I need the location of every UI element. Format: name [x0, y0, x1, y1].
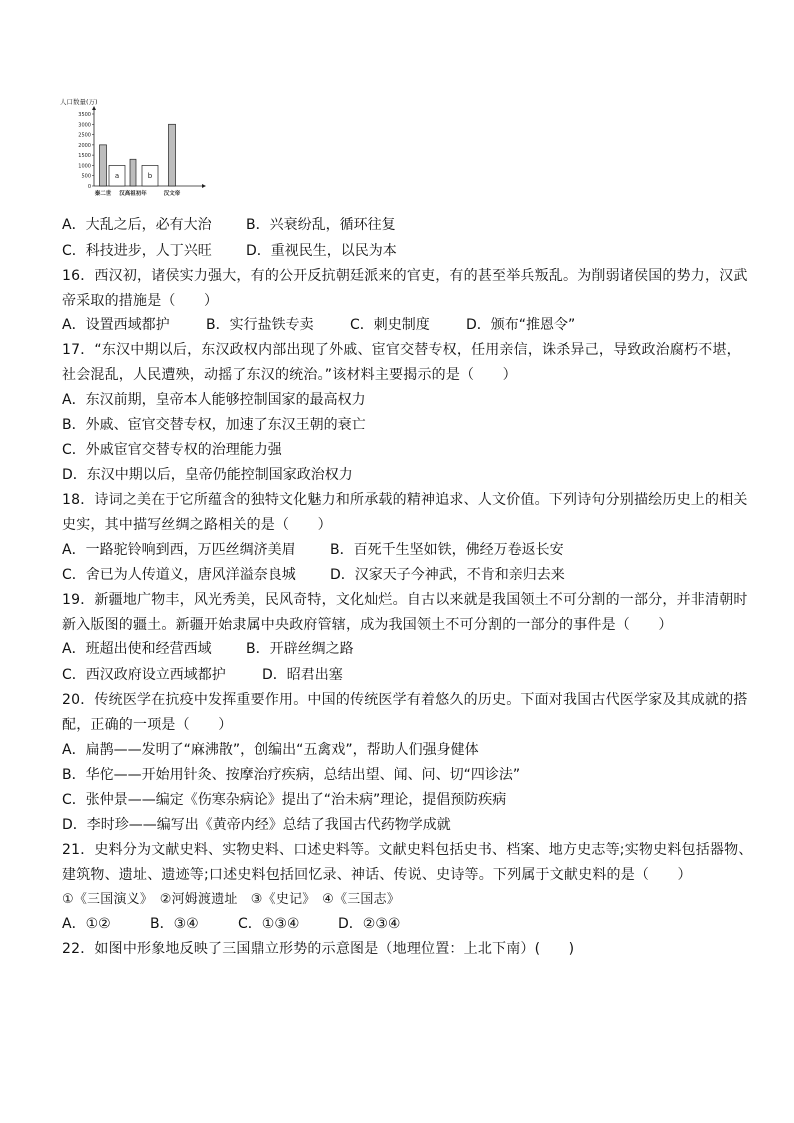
q19-stem-line1: 19．新疆地广物丰，风光秀美，民风奇特，文化灿烂。自古以来就是我国领土不可分割的一部分，并非清朝时 [62, 592, 748, 608]
chart-category-label: 汉文帝 [163, 191, 181, 197]
q17-stem-line1: 17．“东汉中期以后，东汉政权内部出现了外戚、宦官交替专权，任用亲信，诛杀异己，导致政治腐朽不堪， [62, 342, 741, 358]
q17-option-b[interactable]: B．外戚、宦官交替专权，加速了东汉王朝的衰亡 [62, 417, 366, 433]
q21-option-c[interactable]: C．①③④ [238, 916, 300, 932]
q16-stem-line2: 帝采取的措施是（ ） [62, 293, 219, 309]
chart-ytick-label: 3500 [78, 112, 91, 118]
chart-bar [130, 159, 136, 186]
q21-stem-line2: 建筑物、遗址、遗迹等;口述史料包括回忆录、神话、传说、史诗等。下列属于文献史料的是（ ） [62, 867, 692, 883]
q20-stem-line2: 配，正确的一项是（ ） [62, 717, 233, 733]
chart-ytick-label: 1000 [78, 163, 91, 170]
chart-ytick-label: 2500 [78, 132, 91, 139]
chart-ylabel: 人口数量(万) [60, 98, 98, 106]
population-chart [58, 96, 208, 206]
chart-ytick-label: 1500 [78, 153, 91, 160]
q21-option-d[interactable]: D．②③④ [338, 916, 401, 932]
chart-bar-label: a [114, 172, 120, 181]
q19-option-a[interactable]: A．班超出使和经营西域 [62, 641, 212, 657]
q18-option-d[interactable]: D．汉家天子今神武，不肯和亲归去来 [330, 567, 565, 583]
q20-option-a[interactable]: A．扁鹊——发明了“麻沸散”，创编出“五禽戏”，帮助人们强身健体 [62, 742, 479, 758]
q16-option-a[interactable]: A．设置西域都护 [62, 317, 170, 333]
chart-y-arrow [92, 106, 96, 110]
chart-svg [58, 96, 208, 206]
q17-stem-line2: 社会混乱，人民遭殃，动摇了东汉的统治。”该材料主要揭示的是（ ） [62, 367, 517, 383]
chart-ytick-label: 0 [87, 184, 91, 190]
q21-option-a[interactable]: A．①② [62, 916, 111, 932]
chart-ytick-label: 500 [81, 173, 91, 180]
q21-stem-line1: 21．史料分为文献史料、实物史料、口述史料等。文献史料包括史书、档案、地方史志等;实物史料包括器物、 [62, 842, 753, 858]
q17-option-c[interactable]: C．外戚宦官交替专权的治理能力强 [62, 442, 282, 458]
q18-option-c[interactable]: C．舍已为人传道义，唐风洋溢奈良城 [62, 567, 296, 583]
q19-option-c[interactable]: C．西汉政府设立西域都护 [62, 667, 226, 683]
q16-option-b[interactable]: B．实行盐铁专卖 [206, 317, 314, 333]
q21-items: ①《三国演义》 ②河姆渡遗址 ③《史记》 ④《三国志》 [62, 892, 401, 907]
chart-bar [169, 124, 176, 186]
chart-ytick-label: 2000 [78, 142, 91, 149]
q16-option-d[interactable]: D．颁布“推恩令” [466, 317, 576, 333]
chart-x-arrow [202, 184, 206, 188]
chart-category-label: 汉高祖初年 [119, 191, 147, 197]
q17-option-a[interactable]: A．东汉前期，皇帝本人能够控制国家的最高权力 [62, 392, 366, 408]
q20-option-c[interactable]: C．张仲景——编定《伤寒杂病论》提出了“治未病”理论，提倡预防疾病 [62, 792, 507, 808]
chart-bar-label: b [147, 172, 153, 181]
q16-stem-line1: 16．西汉初，诸侯实力强大，有的公开反抗朝廷派来的官吏，有的甚至举兵叛乱。为削弱诸侯国的势力，汉武 [62, 268, 748, 284]
q22-stem-line1: 22．如图中形象地反映了三国鼎立形势的示意图是（地理位置：上北下南）( ) [62, 941, 575, 957]
q20-stem-line1: 20．传统医学在抗疫中发挥重要作用。中国的传统医学有着悠久的历史。下面对我国古代医学家及其成就的搭 [62, 692, 748, 708]
q21-option-b[interactable]: B．③④ [150, 916, 199, 932]
q15-option-d[interactable]: D．重视民生，以民为本 [246, 243, 397, 259]
q16-option-c[interactable]: C．刺史制度 [350, 317, 430, 333]
chart-bar [100, 145, 107, 186]
q17-option-d[interactable]: D．东汉中期以后，皇帝仍能控制国家政治权力 [62, 467, 353, 483]
q20-option-b[interactable]: B．华佗——开始用针灸、按摩治疗疾病，总结出望、闻、问、切“四诊法” [62, 767, 521, 783]
q18-stem-line2: 史实，其中描写丝绸之路相关的是（ ） [62, 517, 332, 533]
q18-stem-line1: 18．诗词之美在于它所蕴含的独特文化魅力和所承载的精神追求、人文价值。下列诗句分别描绘历史上的相关 [62, 492, 748, 508]
q15-option-c[interactable]: C．科技进步，人丁兴旺 [62, 243, 212, 259]
q18-option-b[interactable]: B．百死千生坚如铁，佛经万卷返长安 [330, 542, 564, 558]
chart-ytick-label: 3000 [78, 122, 91, 129]
q19-option-d[interactable]: D．昭君出塞 [262, 667, 343, 683]
chart-category-label: 秦二世 [94, 191, 112, 197]
q20-option-d[interactable]: D．李时珍——编写出《黄帝内经》总结了我国古代药物学成就 [62, 817, 451, 833]
q15-option-b[interactable]: B．兴衰纷乱，循环往复 [246, 217, 396, 233]
q19-option-b[interactable]: B．开辟丝绸之路 [246, 641, 354, 657]
q18-option-a[interactable]: A．一路驼铃响到西，万匹丝绸济美眉 [62, 542, 296, 558]
q15-option-a[interactable]: A．大乱之后，必有大治 [62, 217, 212, 233]
q19-stem-line2: 新入版图的疆土。新疆开始隶属中央政府管辖，成为我国领土不可分割的一部分的事件是（ ） [62, 617, 673, 633]
